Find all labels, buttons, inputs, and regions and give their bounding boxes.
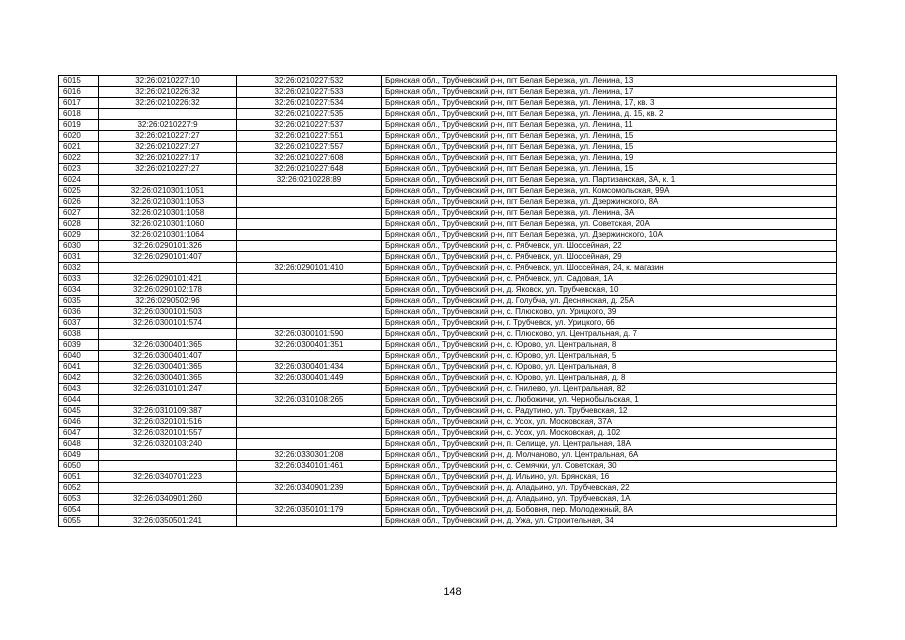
cell-number: 6037 xyxy=(59,318,99,329)
cell-cadastral-number-2: 32:26:0210227:608 xyxy=(237,153,382,164)
cell-address: Брянская обл., Трубчевский р-н, пгт Белая Березка, ул. Ленина, д. 15, кв. 2 xyxy=(382,109,837,120)
cell-cadastral-number: 32:26:0210301:1064 xyxy=(99,230,237,241)
table-row xyxy=(59,76,837,87)
cell-number: 6046 xyxy=(59,417,99,428)
table-row xyxy=(59,296,837,307)
cell-cadastral-number-2 xyxy=(237,241,382,252)
table-row xyxy=(59,208,837,219)
cell-number: 6030 xyxy=(59,241,99,252)
cell-address: Брянская обл., Трубчевский р-н, с. Юрово, ул. Центральная, 8 xyxy=(382,340,837,351)
cell-cadastral-number: 32:26:0300401:407 xyxy=(99,351,237,362)
cell-address: Брянская обл., Трубчевский р-н, с. Усох, ул. Московская, 37А xyxy=(382,417,837,428)
cell-number: 6039 xyxy=(59,340,99,351)
cell-cadastral-number-2 xyxy=(237,494,382,505)
cell-cadastral-number-2 xyxy=(237,274,382,285)
table-row xyxy=(59,197,837,208)
cell-address: Брянская обл., Трубчевский р-н, пгт Белая Березка, ул. Ленина, 15 xyxy=(382,131,837,142)
table-row xyxy=(59,362,837,373)
table-row xyxy=(59,472,837,483)
cell-cadastral-number-2: 32:26:0340901:239 xyxy=(237,483,382,494)
cell-cadastral-number-2 xyxy=(237,307,382,318)
cell-address: Брянская обл., Трубчевский р-н, п. Селище, ул. Центральная, 18А xyxy=(382,439,837,450)
table-row xyxy=(59,384,837,395)
cell-cadastral-number xyxy=(99,175,237,186)
cell-address: Брянская обл., Трубчевский р-н, с. Рябчевск, ул. Шоссейная, 22 xyxy=(382,241,837,252)
cell-address: Брянская обл., Трубчевский р-н, пгт Белая Березка, ул. Ленина, 3А xyxy=(382,208,837,219)
cell-cadastral-number: 32:26:0320101:557 xyxy=(99,428,237,439)
cell-cadastral-number: 32:26:0340701:223 xyxy=(99,472,237,483)
cell-address: Брянская обл., Трубчевский р-н, пгт Белая Березка, ул. Дзержинского, 10А xyxy=(382,230,837,241)
cell-cadastral-number-2 xyxy=(237,230,382,241)
cell-number: 6016 xyxy=(59,87,99,98)
cell-address: Брянская обл., Трубчевский р-н, пгт Белая Березка, ул. Ленина, 19 xyxy=(382,153,837,164)
cell-cadastral-number-2 xyxy=(237,318,382,329)
cell-address: Брянская обл., Трубчевский р-н, с. Юрово, ул. Центральная, 8 xyxy=(382,362,837,373)
cell-address: Брянская обл., Трубчевский р-н, д. Ужа, ул. Строительная, 34 xyxy=(382,516,837,527)
table-row xyxy=(59,263,837,274)
cell-cadastral-number: 32:26:0350501:241 xyxy=(99,516,237,527)
cell-number: 6021 xyxy=(59,142,99,153)
cell-number: 6015 xyxy=(59,76,99,87)
page-number: 148 xyxy=(443,586,462,598)
cell-address: Брянская обл., Трубчевский р-н, д. Бобовня, пер. Молодежный, 8А xyxy=(382,505,837,516)
cell-cadastral-number: 32:26:0320103:240 xyxy=(99,439,237,450)
cell-cadastral-number: 32:26:0210227:27 xyxy=(99,142,237,153)
cell-number: 6050 xyxy=(59,461,99,472)
cell-cadastral-number: 32:26:0300401:365 xyxy=(99,362,237,373)
table-row xyxy=(59,450,837,461)
table-row xyxy=(59,87,837,98)
cell-cadastral-number: 32:26:0310101:247 xyxy=(99,384,237,395)
table-row xyxy=(59,109,837,120)
cell-cadastral-number: 32:26:0310109:387 xyxy=(99,406,237,417)
cell-cadastral-number: 32:26:0290102:178 xyxy=(99,285,237,296)
table-row xyxy=(59,373,837,384)
cell-number: 6054 xyxy=(59,505,99,516)
table-row xyxy=(59,252,837,263)
cell-number: 6052 xyxy=(59,483,99,494)
cell-cadastral-number: 32:26:0300101:574 xyxy=(99,318,237,329)
cell-number: 6019 xyxy=(59,120,99,131)
cell-cadastral-number: 32:26:0290101:326 xyxy=(99,241,237,252)
cell-address: Брянская обл., Трубчевский р-н, с. Рябчевск, ул. Шоссейная, 24, к. магазин xyxy=(382,263,837,274)
cell-address: Брянская обл., Трубчевский р-н, д. Аладьино, ул. Трубчевская, 1А xyxy=(382,494,837,505)
cell-cadastral-number: 32:26:0210227:17 xyxy=(99,153,237,164)
cell-cadastral-number-2: 32:26:0290101:410 xyxy=(237,263,382,274)
cell-address: Брянская обл., Трубчевский р-н, с. Рябчевск, ул. Шоссейная, 29 xyxy=(382,252,837,263)
cell-cadastral-number xyxy=(99,461,237,472)
cell-address: Брянская обл., Трубчевский р-н, с. Усох, ул. Московская, д. 102 xyxy=(382,428,837,439)
registry-table xyxy=(58,75,837,527)
cell-cadastral-number: 32:26:0290502:96 xyxy=(99,296,237,307)
cell-number: 6026 xyxy=(59,197,99,208)
cell-cadastral-number-2 xyxy=(237,186,382,197)
cell-number: 6029 xyxy=(59,230,99,241)
cell-number: 6031 xyxy=(59,252,99,263)
cell-cadastral-number xyxy=(99,329,237,340)
cell-cadastral-number-2: 32:26:0300401:449 xyxy=(237,373,382,384)
cell-address: Брянская обл., Трубчевский р-н, пгт Белая Березка, ул. Ленина, 17, кв. 3 xyxy=(382,98,837,109)
table-row xyxy=(59,428,837,439)
cell-number: 6047 xyxy=(59,428,99,439)
cell-number: 6018 xyxy=(59,109,99,120)
cell-cadastral-number-2: 32:26:0300401:351 xyxy=(237,340,382,351)
cell-number: 6045 xyxy=(59,406,99,417)
cell-cadastral-number: 32:26:0290101:407 xyxy=(99,252,237,263)
cell-cadastral-number-2 xyxy=(237,439,382,450)
cell-cadastral-number: 32:26:0340901:260 xyxy=(99,494,237,505)
cell-cadastral-number-2: 32:26:0210227:535 xyxy=(237,109,382,120)
cell-address: Брянская обл., Трубчевский р-н, с. Юрово, ул. Центральная, 5 xyxy=(382,351,837,362)
table-row xyxy=(59,395,837,406)
table-row xyxy=(59,340,837,351)
cell-number: 6023 xyxy=(59,164,99,175)
cell-address: Брянская обл., Трубчевский р-н, с. Юрово, ул. Центральная, д. 8 xyxy=(382,373,837,384)
table-row xyxy=(59,230,837,241)
cell-cadastral-number-2 xyxy=(237,351,382,362)
table-row xyxy=(59,351,837,362)
cell-cadastral-number: 32:26:0210301:1060 xyxy=(99,219,237,230)
cell-cadastral-number: 32:26:0320101:516 xyxy=(99,417,237,428)
cell-number: 6027 xyxy=(59,208,99,219)
cell-cadastral-number-2 xyxy=(237,472,382,483)
table-row xyxy=(59,241,837,252)
cell-address: Брянская обл., Трубчевский р-н, с. Рябчевск, ул. Садовая, 1А xyxy=(382,274,837,285)
table-row xyxy=(59,505,837,516)
cell-cadastral-number-2: 32:26:0210227:537 xyxy=(237,120,382,131)
table-row xyxy=(59,318,837,329)
cell-cadastral-number xyxy=(99,263,237,274)
cell-number: 6049 xyxy=(59,450,99,461)
cell-number: 6025 xyxy=(59,186,99,197)
cell-cadastral-number-2 xyxy=(237,219,382,230)
cell-address: Брянская обл., Трубчевский р-н, д. Голубча, ул. Деснянская, д. 25А xyxy=(382,296,837,307)
cell-cadastral-number-2 xyxy=(237,296,382,307)
cell-cadastral-number-2 xyxy=(237,208,382,219)
cell-number: 6051 xyxy=(59,472,99,483)
cell-number: 6024 xyxy=(59,175,99,186)
cell-cadastral-number: 32:26:0210301:1051 xyxy=(99,186,237,197)
table-row xyxy=(59,417,837,428)
cell-cadastral-number-2 xyxy=(237,516,382,527)
cell-address: Брянская обл., Трубчевский р-н, пгт Белая Березка, ул. Комсомольская, 99А xyxy=(382,186,837,197)
cell-address: Брянская обл., Трубчевский р-н, пгт Белая Березка, ул. Ленина, 15 xyxy=(382,142,837,153)
cell-cadastral-number: 32:26:0210227:10 xyxy=(99,76,237,87)
cell-number: 6017 xyxy=(59,98,99,109)
cell-address: Брянская обл., Трубчевский р-н, г. Трубчевск, ул. Урицкого, 66 xyxy=(382,318,837,329)
cell-number: 6043 xyxy=(59,384,99,395)
cell-number: 6053 xyxy=(59,494,99,505)
cell-address: Брянская обл., Трубчевский р-н, пгт Белая Березка, ул. Партизанская, 3А, к. 1 xyxy=(382,175,837,186)
cell-number: 6048 xyxy=(59,439,99,450)
cell-cadastral-number-2: 32:26:0300101:590 xyxy=(237,329,382,340)
cell-cadastral-number-2 xyxy=(237,417,382,428)
table-row xyxy=(59,406,837,417)
cell-number: 6034 xyxy=(59,285,99,296)
table-row xyxy=(59,494,837,505)
cell-cadastral-number: 32:26:0300401:365 xyxy=(99,340,237,351)
cell-number: 6041 xyxy=(59,362,99,373)
cell-cadastral-number-2 xyxy=(237,428,382,439)
cell-address: Брянская обл., Трубчевский р-н, пгт Белая Березка, ул. Дзержинского, 8А xyxy=(382,197,837,208)
cell-cadastral-number xyxy=(99,395,237,406)
cell-address: Брянская обл., Трубчевский р-н, с. Радутино, ул. Трубчевская, 12 xyxy=(382,406,837,417)
cell-address: Брянская обл., Трубчевский р-н, д. Молчаново, ул. Центральная, 6А xyxy=(382,450,837,461)
cell-cadastral-number: 32:26:0210227:27 xyxy=(99,164,237,175)
table-row xyxy=(59,285,837,296)
table-row xyxy=(59,274,837,285)
cell-address: Брянская обл., Трубчевский р-н, с. Любожичи, ул. Чернобыльская, 1 xyxy=(382,395,837,406)
cell-address: Брянская обл., Трубчевский р-н, с. Семячки, ул. Советская, 30 xyxy=(382,461,837,472)
table-row xyxy=(59,483,837,494)
cell-cadastral-number: 32:26:0210227:9 xyxy=(99,120,237,131)
cell-number: 6038 xyxy=(59,329,99,340)
cell-cadastral-number-2: 32:26:0310108:265 xyxy=(237,395,382,406)
table-row xyxy=(59,98,837,109)
cell-cadastral-number: 32:26:0290101:421 xyxy=(99,274,237,285)
cell-cadastral-number-2 xyxy=(237,252,382,263)
cell-cadastral-number-2: 32:26:0210227:533 xyxy=(237,87,382,98)
cell-cadastral-number-2: 32:26:0210227:648 xyxy=(237,164,382,175)
cell-cadastral-number: 32:26:0210226:32 xyxy=(99,87,237,98)
table-row xyxy=(59,186,837,197)
table-row xyxy=(59,131,837,142)
cell-cadastral-number-2: 32:26:0210228:89 xyxy=(237,175,382,186)
cell-number: 6032 xyxy=(59,263,99,274)
cell-cadastral-number-2: 32:26:0210227:551 xyxy=(237,131,382,142)
cell-cadastral-number-2: 32:26:0300401:434 xyxy=(237,362,382,373)
cell-number: 6033 xyxy=(59,274,99,285)
cell-address: Брянская обл., Трубчевский р-н, пгт Белая Березка, ул. Ленина, 13 xyxy=(382,76,837,87)
cell-address: Брянская обл., Трубчевский р-н, д. Ильино, ул. Брянская, 16 xyxy=(382,472,837,483)
cell-number: 6028 xyxy=(59,219,99,230)
cell-address: Брянская обл., Трубчевский р-н, с. Гнилево, ул. Центральная, 82 xyxy=(382,384,837,395)
cell-cadastral-number-2 xyxy=(237,406,382,417)
table-row xyxy=(59,164,837,175)
cell-address: Брянская обл., Трубчевский р-н, пгт Белая Березка, ул. Ленина, 15 xyxy=(382,164,837,175)
cell-address: Брянская обл., Трубчевский р-н, пгт Белая Березка, ул. Ленина, 11 xyxy=(382,120,837,131)
cell-number: 6022 xyxy=(59,153,99,164)
cell-address: Брянская обл., Трубчевский р-н, пгт Белая Березка, ул. Ленина, 17 xyxy=(382,87,837,98)
cell-cadastral-number: 32:26:0210301:1058 xyxy=(99,208,237,219)
cell-number: 6020 xyxy=(59,131,99,142)
table-row xyxy=(59,461,837,472)
cell-cadastral-number-2: 32:26:0210227:557 xyxy=(237,142,382,153)
cell-cadastral-number-2: 32:26:0350101:179 xyxy=(237,505,382,516)
cell-number: 6036 xyxy=(59,307,99,318)
cell-cadastral-number: 32:26:0300101:503 xyxy=(99,307,237,318)
cell-cadastral-number-2: 32:26:0330301:208 xyxy=(237,450,382,461)
cell-cadastral-number: 32:26:0210301:1053 xyxy=(99,197,237,208)
cell-number: 6042 xyxy=(59,373,99,384)
cell-address: Брянская обл., Трубчевский р-н, д. Аладьино, ул. Трубчевская, 22 xyxy=(382,483,837,494)
cell-number: 6035 xyxy=(59,296,99,307)
cell-number: 6055 xyxy=(59,516,99,527)
cell-address: Брянская обл., Трубчевский р-н, д. Яковск, ул. Трубчевская, 10 xyxy=(382,285,837,296)
registry-table-body xyxy=(59,76,837,527)
cell-cadastral-number-2 xyxy=(237,384,382,395)
cell-address: Брянская обл., Трубчевский р-н, пгт Белая Березка, ул. Советская, 20А xyxy=(382,219,837,230)
cell-number: 6040 xyxy=(59,351,99,362)
cell-cadastral-number: 32:26:0300401:365 xyxy=(99,373,237,384)
cell-cadastral-number-2: 32:26:0210227:534 xyxy=(237,98,382,109)
table-row xyxy=(59,307,837,318)
table-row xyxy=(59,329,837,340)
cell-cadastral-number xyxy=(99,109,237,120)
cell-address: Брянская обл., Трубчевский р-н, с. Плюсково, ул. Урицкого, 39 xyxy=(382,307,837,318)
cell-cadastral-number xyxy=(99,450,237,461)
table-row xyxy=(59,439,837,450)
table-row xyxy=(59,153,837,164)
table-row xyxy=(59,142,837,153)
cell-cadastral-number: 32:26:0210227:27 xyxy=(99,131,237,142)
table-row xyxy=(59,120,837,131)
cell-cadastral-number-2 xyxy=(237,197,382,208)
cell-number: 6044 xyxy=(59,395,99,406)
cell-cadastral-number xyxy=(99,483,237,494)
cell-cadastral-number-2 xyxy=(237,285,382,296)
cell-cadastral-number-2: 32:26:0340101:461 xyxy=(237,461,382,472)
table-row xyxy=(59,516,837,527)
cell-address: Брянская обл., Трубчевский р-н, с. Плюсково, ул. Центральная, д. 7 xyxy=(382,329,837,340)
table-row xyxy=(59,175,837,186)
table-row xyxy=(59,219,837,230)
cell-cadastral-number: 32:26:0210226:32 xyxy=(99,98,237,109)
cell-cadastral-number xyxy=(99,505,237,516)
cell-cadastral-number-2: 32:26:0210227:532 xyxy=(237,76,382,87)
